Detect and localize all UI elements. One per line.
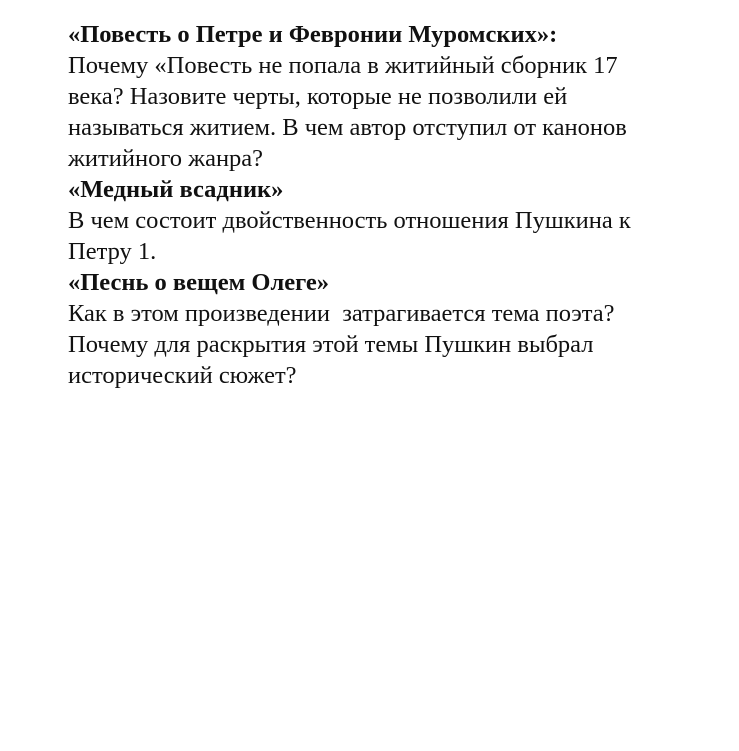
section-question: [68, 50, 708, 174]
section-title: «Повесть о Петре и Февронии Муромских»:: [68, 21, 558, 48]
question-line: Почему для раскрытия этой темы Пушкин выбрал: [68, 331, 594, 358]
question-line: В чем состоит двойственность отношения Пушкина к: [68, 207, 631, 234]
section-medny-vsadnik: [68, 174, 708, 267]
section-question: [68, 298, 708, 391]
section-pesn-o-olege: [68, 267, 708, 391]
question-line: Почему «Повесть не попала в житийный сборник 17: [68, 52, 618, 79]
question-line: исторический сюжет?: [68, 362, 297, 389]
section-question: [68, 205, 708, 267]
section-title: «Медный всадник»: [68, 176, 284, 203]
document-content: [68, 19, 708, 391]
question-line: житийного жанра?: [68, 145, 264, 172]
section-petr-fevronia: [68, 19, 708, 174]
question-line: называться житием. В чем автор отступил от канонов: [68, 114, 627, 141]
question-line: Как в этом произведении затрагивается тема поэта?: [68, 300, 615, 327]
question-line: Петру 1.: [68, 238, 157, 265]
section-title: «Песнь о вещем Олеге»: [68, 269, 330, 296]
question-line: века? Назовите черты, которые не позволили ей: [68, 83, 568, 110]
